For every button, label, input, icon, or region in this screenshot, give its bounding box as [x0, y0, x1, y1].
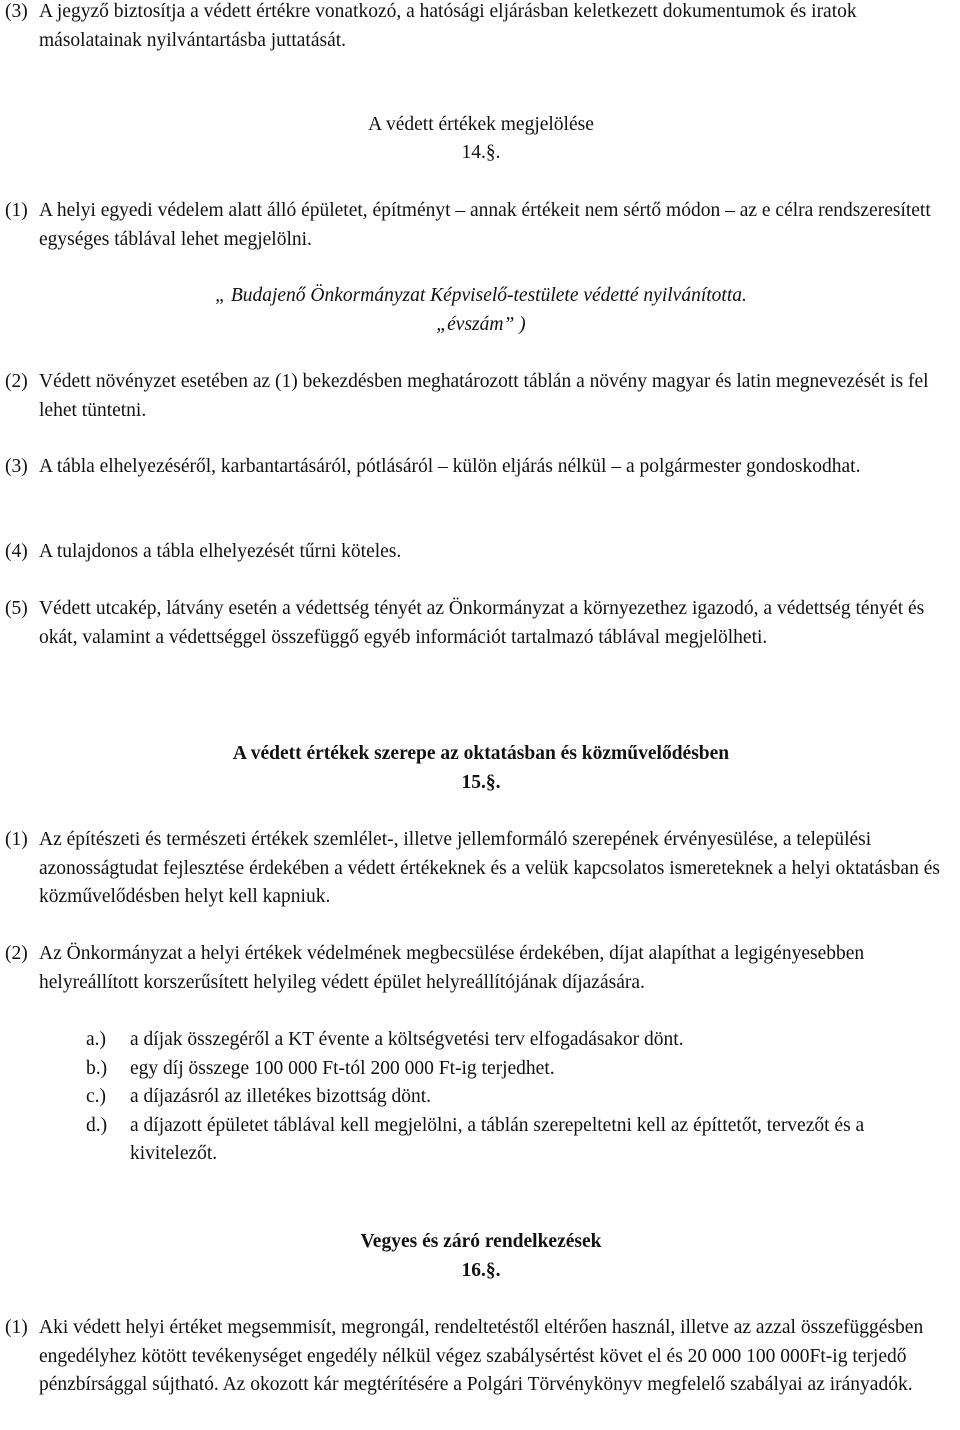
section-14-number: 14.§.	[461, 142, 501, 163]
paragraph-number: (1)	[5, 1317, 28, 1338]
paragraph-number: (1)	[5, 200, 28, 221]
sign-text-line-2: „évszám” )	[436, 314, 526, 335]
list-item	[86, 1026, 956, 1055]
section-16-number: 16.§.	[461, 1260, 501, 1281]
list-item-text: egy díj összege 100 000 Ft-tól 200 000 Ft-ig terjedhet.	[130, 1057, 555, 1079]
paragraph-14-3	[5, 453, 957, 482]
list-item-label: b.)	[86, 1057, 108, 1079]
paragraph-16-1	[5, 1314, 957, 1400]
paragraph-number: (3)	[5, 1, 28, 22]
list-item	[86, 1055, 956, 1084]
award-list	[86, 1026, 956, 1169]
list-item-text: a díjazásról az illetékes bizottság dönt.	[130, 1086, 432, 1108]
list-item	[86, 1083, 956, 1112]
section-16-title: Vegyes és záró rendelkezések	[360, 1231, 602, 1252]
section-15-number: 15.§.	[461, 772, 501, 793]
paragraph-text: A helyi egyedi védelem alatt álló épületet, építményt ‒ annak értékeit nem sértő módon ‒ az e célra rendszeresített egységes táblával lehet megjelölni.	[39, 200, 931, 250]
paragraph-14-1	[5, 197, 957, 254]
list-item	[86, 1112, 956, 1169]
sign-text-line-1: „ Budajenő Önkormányzat Képviselő-testülete védetté nyilvánította.	[215, 285, 747, 306]
paragraph-14-2	[5, 368, 957, 425]
paragraph-text: Az Önkormányzat a helyi értékek védelmének megbecsülése érdekében, díjat alapíthat a legigényesebben helyreállított korszerűsített helyileg védett épület helyreállítójának díjazására.	[39, 943, 865, 993]
paragraph-number: (2)	[5, 943, 28, 964]
paragraph-text: A tulajdonos a tábla elhelyezését tűrni köteles.	[39, 541, 402, 562]
section-14-title: A védett értékek megjelölése	[368, 114, 594, 135]
section-15-title: A védett értékek szerepe az oktatásban és közművelődésben	[232, 743, 730, 764]
paragraph-number: (1)	[5, 829, 28, 850]
list-item-text: a díjak összegéről a KT évente a költségvetési terv elfogadásakor dönt.	[130, 1029, 684, 1050]
paragraph-text: Az építészeti és természeti értékek szemlélet-, illetve jellemformáló szerepének érvényesülése, a települési azonosságtudat fejlesztése érdekében a védett értékeknek és a velük kapcsolatos ismereteknek a helyi oktatásban és közművelődésben helyt kell kapniuk.	[39, 829, 940, 908]
paragraph-14-5	[5, 595, 957, 652]
list-item-text: a díjazott épületet táblával kell megjelölni, a táblán szerepeltetni kell az építtetőt, tervezőt és a kivitelezőt.	[130, 1114, 865, 1165]
paragraph-text: A tábla elhelyezéséről, karbantartásáról, pótlásáról ‒ külön eljárás nélkül ‒ a polgármester gondoskodhat.	[39, 456, 861, 477]
paragraph-number: (3)	[5, 456, 28, 477]
paragraph-text: Aki védett helyi értéket megsemmisít, megrongál, rendeltetéstől eltérően használ, illetve az azzal összefüggésben engedélyhez kötött tevékenységet engedély nélkül végez szabálysértést követ el és 20 000 100 000Ft-ig terjedő pénzbírsággal sújtható. Az okozott kár megtérítésére a Polgári Törvénykönyv megfelelő szabályai az irányadók.	[39, 1317, 924, 1396]
paragraph-text: Védett utcakép, látvány esetén a védettség tényét az Önkormányzat a környezethez igazodó, a védettség tényét és okát, valamint a védettséggel összefüggő egyéb információt tartalmazó táblával megjelölheti.	[39, 598, 925, 648]
paragraph-text: A jegyző biztosítja a védett értékre vonatkozó, a hatósági eljárásban keletkezett dokumentumok és iratok másolatainak nyilvántartásba juttatását.	[39, 1, 857, 51]
paragraph-15-1	[5, 826, 957, 912]
list-item-label: d.)	[86, 1114, 108, 1136]
paragraph-number: (4)	[5, 541, 28, 562]
paragraph-14-4	[5, 538, 957, 567]
paragraph-15-2	[5, 940, 957, 997]
paragraph-13-3	[5, 0, 957, 55]
paragraph-text: Védett növényzet esetében az (1) bekezdésben meghatározott táblán a növény magyar és latin megnevezését is fel lehet tüntetni.	[39, 371, 929, 421]
list-item-label: a.)	[86, 1029, 107, 1050]
paragraph-number: (2)	[5, 371, 28, 392]
list-item-label: c.)	[86, 1086, 107, 1108]
paragraph-number: (5)	[5, 598, 28, 619]
